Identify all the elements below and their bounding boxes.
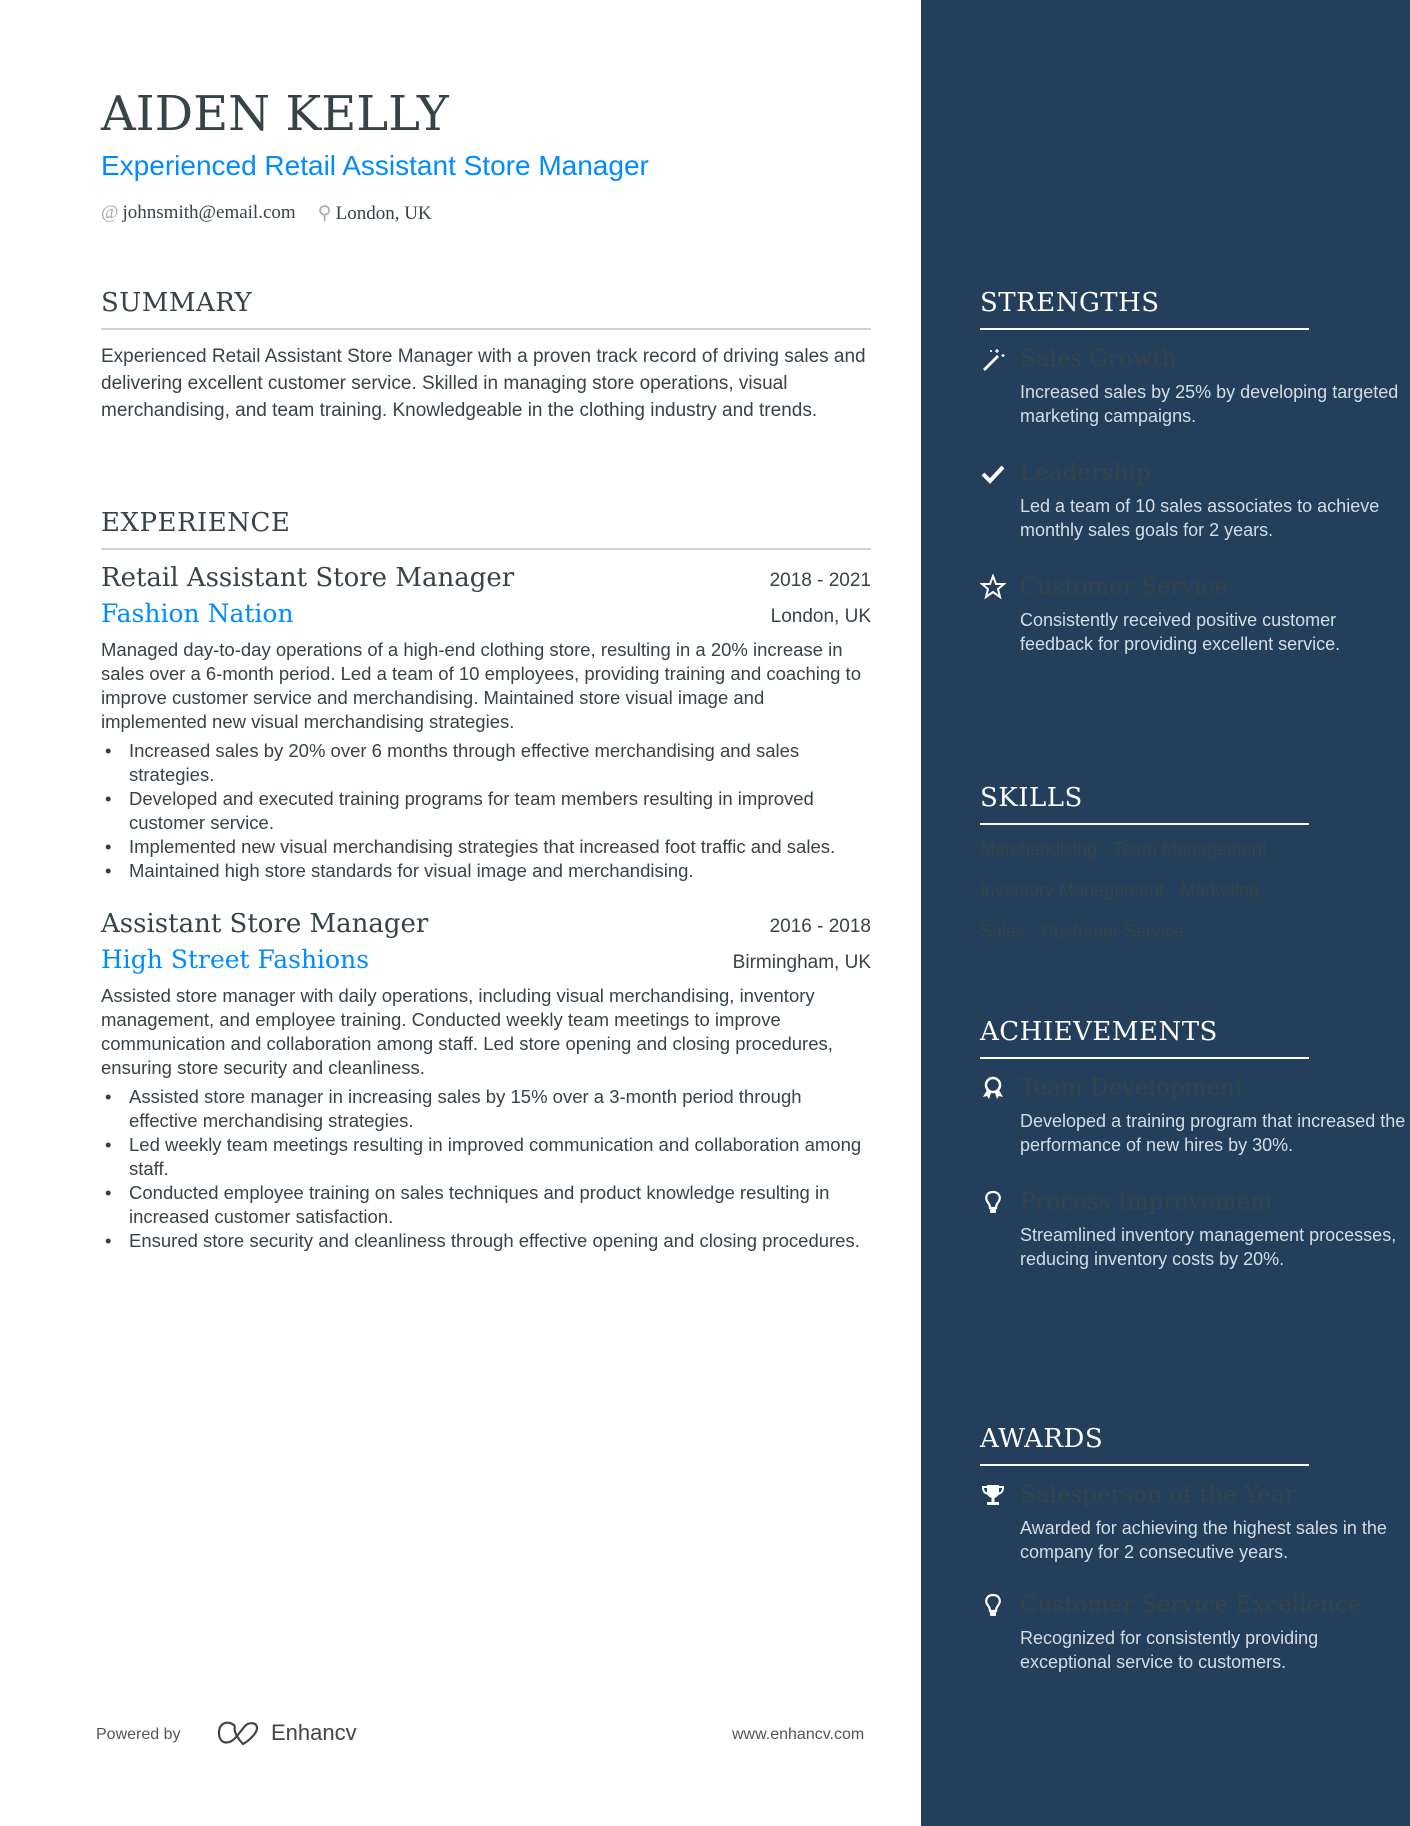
item-title: Sales Growth [1020,346,1177,372]
skills-section [980,783,1320,952]
job-bullets [101,739,871,883]
awards-item [980,1480,1410,1564]
location: London, UK [335,203,432,224]
location-item [318,202,432,225]
job-bullet: • Developed and executed training programs for team members resulting in improved customer service. [101,787,871,835]
powered-by: Powered by [96,1726,181,1743]
candidate-title: Experienced Retail Assistant Store Manager [101,150,649,181]
item-description: Awarded for achieving the highest sales in the company for 2 consecutive years. [1020,1518,1387,1562]
job-location: London, UK [770,606,871,627]
awards-section [980,1424,1410,1674]
email-item [101,202,296,225]
job-location: Birmingham, UK [732,952,871,973]
section-heading: SKILLS [980,783,1309,825]
magic-wand-icon [980,346,1006,372]
strengths-section [980,288,1410,656]
achievements-item [980,1073,1410,1157]
skills-line: Merchandising · Team Management · [980,839,1278,859]
strengths-item [980,344,1410,428]
item-title: Customer Service [1020,574,1229,600]
section-heading: SUMMARY [101,288,871,330]
achievements-section [980,1017,1410,1271]
company-name: High Street Fashions [101,945,370,974]
job-bullet: • Assisted store manager in increasing sales by 15% over a 3-month period through effective merchandising strategies. [101,1085,871,1133]
job-bullet: • Ensured store security and cleanliness through effective opening and closing procedures. [101,1229,871,1253]
section-heading: ACHIEVEMENTS [980,1017,1309,1059]
item-description: Increased sales by 25% by developing targeted marketing campaigns. [1020,382,1399,426]
job-title: Assistant Store Manager [101,909,429,939]
enhancv-logo[interactable] [215,1720,357,1746]
awards-item [980,1590,1410,1674]
section-heading: EXPERIENCE [101,508,871,550]
experience-section [101,508,871,1253]
job-bullets [101,1085,871,1253]
job-bullet: • Conducted employee training on sales techniques and product knowledge resulting in increased customer satisfaction. [101,1181,871,1229]
footer-url[interactable]: www.enhancv.com [732,1726,865,1743]
star-icon [980,574,1006,600]
at-icon: @ [101,202,119,223]
skills-line: Inventory Management · Marketing · [980,880,1271,900]
brand-name: Enhancv [271,1720,357,1745]
email: johnsmith@email.com [122,202,296,223]
skills-line: Sales · Customer Service [980,921,1185,941]
job-entry [101,909,871,1253]
job-bullet: • Implemented new visual merchandising strategies that increased foot traffic and sales. [101,835,871,859]
summary-section [101,288,871,424]
job-dates: 2016 - 2018 [769,916,871,937]
job-bullet: • Maintained high store standards for visual image and merchandising. [101,859,871,883]
strengths-item [980,572,1410,656]
job-description: Managed day-to-day operations of a high-end clothing store, resulting in a 20% increase in sales over a 6-month period. Led a team of 10 employees, providing training and coaching to improve customer service and merchandising. Maintained store visual image and implemented new visual merchandising strategies. [101,639,861,732]
section-heading: AWARDS [980,1424,1309,1466]
strengths-item [980,458,1410,542]
enhancv-logo-icon [215,1720,261,1746]
job-bullet: • Increased sales by 20% over 6 months through effective merchandising and sales strategies. [101,739,871,787]
item-description: Developed a training program that increased the performance of new hires by 30%. [1020,1111,1406,1155]
company-name: Fashion Nation [101,599,294,628]
item-title: Process Improvement [1020,1189,1275,1215]
item-description: Streamlined inventory management processes, reducing inventory costs by 20%. [1020,1225,1397,1269]
checkmark-icon [980,460,1006,486]
job-bullet: • Led weekly team meetings resulting in improved communication and collaboration among staff. [101,1133,871,1181]
medal-icon [980,1075,1006,1101]
lightbulb-icon [980,1592,1006,1618]
contact-info [101,202,432,225]
section-heading: STRENGTHS [980,288,1309,330]
job-entry [101,563,871,883]
item-description: Consistently received positive customer feedback for providing excellent service. [1020,610,1341,654]
lightbulb-icon [980,1189,1006,1215]
job-dates: 2018 - 2021 [769,570,871,591]
job-title: Retail Assistant Store Manager [101,563,515,593]
item-title: Customer Service Excellence [1020,1592,1362,1618]
item-title: Salesperson of the Year [1020,1482,1296,1508]
trophy-icon [980,1482,1006,1508]
item-description: Recognized for consistently providing exceptional service to customers. [1020,1628,1319,1672]
item-title: Team Development [1020,1075,1245,1101]
achievements-item [980,1187,1410,1271]
item-title: Leadership [1020,460,1151,486]
candidate-name: AIDEN KELLY [101,86,449,142]
location-pin-icon: ⚲ [317,203,332,224]
job-description: Assisted store manager with daily operations, including visual merchandising, inventory management, and employee training. Conducted weekly team meetings to improve communication and collaboration among staff. Led store opening and closing procedures, ensuring store security and cleanliness. [101,985,833,1078]
summary-text: Experienced Retail Assistant Store Manager with a proven track record of driving sales and delivering excellent customer service. Skilled in managing store operations, visual merchandising, and team training. Knowledgeable in the clothing industry and trends. [101,346,866,421]
item-description: Led a team of 10 sales associates to achieve monthly sales goals for 2 years. [1020,496,1380,540]
